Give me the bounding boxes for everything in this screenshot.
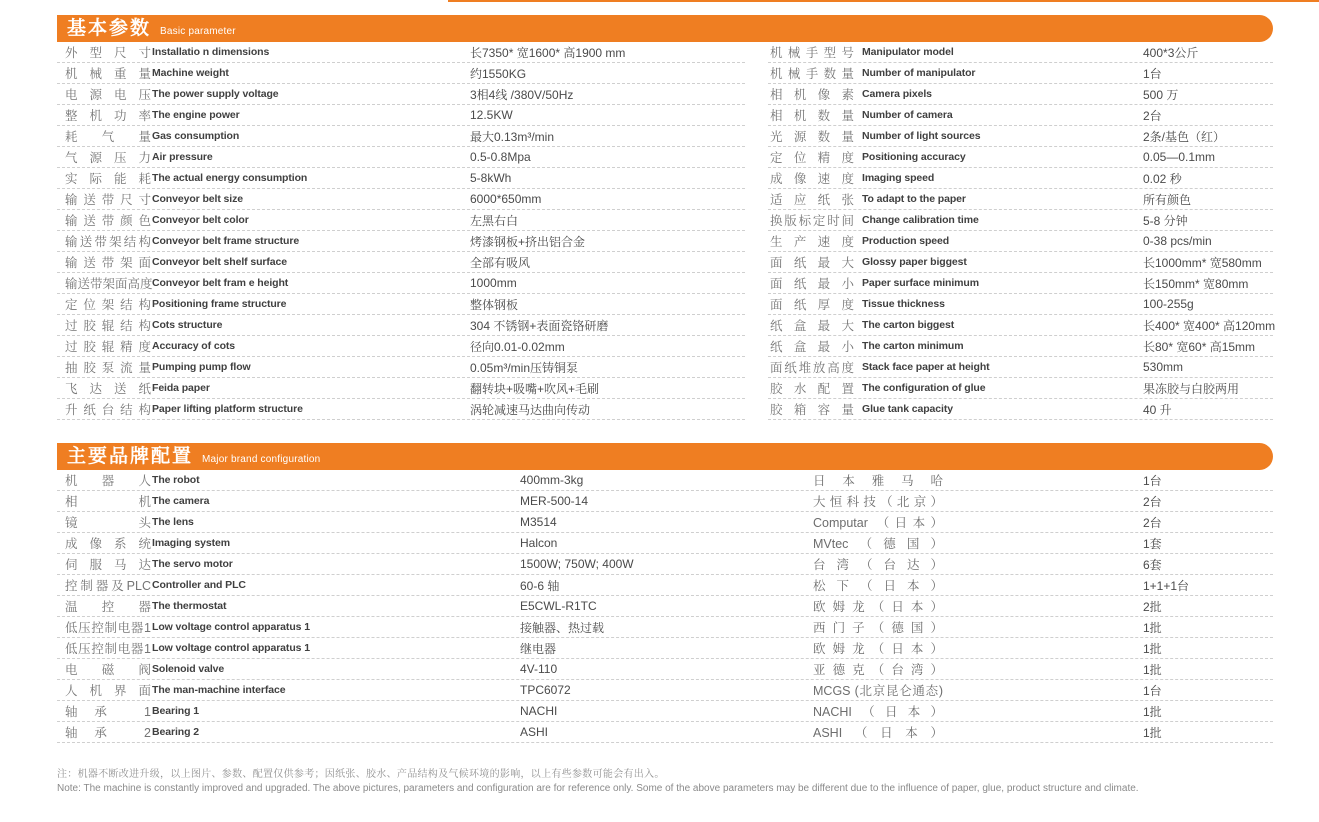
spec-label-cn: 面纸最小 bbox=[770, 277, 854, 291]
spec-label-en: Number of manipulator bbox=[862, 67, 976, 79]
spec-label-cn: 外型尺寸 bbox=[65, 46, 151, 60]
spec-label-cn: 抽胶泵流量 bbox=[65, 361, 151, 375]
spec-row bbox=[768, 315, 1276, 336]
brand-quantity: 1批 bbox=[1143, 641, 1162, 656]
spec-row bbox=[768, 84, 1273, 105]
spec-row bbox=[768, 147, 1273, 168]
section-title-cn: 主要品牌配置 bbox=[67, 446, 194, 467]
spec-row bbox=[57, 315, 745, 336]
brand-row bbox=[57, 512, 1273, 533]
brand-quantity: 2台 bbox=[1143, 515, 1162, 530]
spec-value: 径向0.01-0.02mm bbox=[470, 339, 565, 354]
spec-label-en: Glue tank capacity bbox=[862, 403, 953, 415]
spec-label-cn: 胶水配置 bbox=[770, 382, 854, 396]
spec-row bbox=[57, 252, 745, 273]
spec-value: 5-8 分钟 bbox=[1143, 213, 1188, 228]
spec-value: 0.05—0.1mm bbox=[1143, 150, 1216, 164]
spec-row bbox=[768, 273, 1273, 294]
brand-label-en: Bearing 1 bbox=[152, 705, 199, 717]
spec-value: 500 万 bbox=[1143, 87, 1179, 102]
spec-label-cn: 实际能耗 bbox=[65, 172, 151, 186]
brand-name: 台湾（台达） bbox=[813, 558, 943, 572]
brand-model-value: 继电器 bbox=[520, 641, 557, 656]
brand-label-cn: 轴承 2 bbox=[65, 726, 151, 740]
spec-label-en: Conveyor belt fram e height bbox=[152, 277, 289, 289]
brand-row bbox=[57, 617, 1273, 638]
brand-model-value: ASHI bbox=[520, 725, 549, 739]
section-brand-configuration bbox=[57, 443, 1273, 743]
footnote-cn: 注：机器不断改进升级，以上图片、参数、配置仅供参考；因纸张、胶水、产品结构及气候环境的影响，以上有些参数可能会有出入。 bbox=[57, 769, 665, 780]
spec-label-cn: 耗气量 bbox=[65, 130, 151, 144]
spec-row bbox=[768, 168, 1273, 189]
spec-label-cn: 输送带架面 bbox=[65, 256, 151, 270]
brand-label-en: The thermostat bbox=[152, 600, 227, 612]
spec-value: 1000mm bbox=[470, 276, 517, 290]
spec-row bbox=[57, 378, 745, 399]
brand-name: 欧姆龙（日本） bbox=[813, 600, 943, 614]
spec-value: 0.05m³/min压铸铜泵 bbox=[470, 360, 579, 375]
brand-model-value: 接触器、热过载 bbox=[520, 620, 605, 635]
brand-quantity: 1批 bbox=[1143, 725, 1162, 740]
brand-label-cn: 轴承 1 bbox=[65, 705, 151, 719]
spec-value: 最大0.13m³/min bbox=[470, 129, 555, 144]
footnote-en: Note: The machine is constantly improved and upgraded. The above pictures, parameters and configuration are for reference only. Some of the above parameters may be different due to the influence of paper, glue, product structure and climate. bbox=[57, 783, 1139, 794]
spec-label-en: Positioning frame structure bbox=[152, 298, 287, 310]
spec-value: 2台 bbox=[1143, 108, 1162, 123]
top-accent-line bbox=[448, 0, 1319, 2]
spec-label-cn: 适应纸张 bbox=[770, 193, 854, 207]
basic-parameter-right-column bbox=[768, 42, 1276, 420]
spec-value: 0-38 pcs/min bbox=[1143, 234, 1212, 248]
spec-label-en: Conveyor belt shelf surface bbox=[152, 256, 288, 268]
spec-value: 0.5-0.8Mpa bbox=[470, 150, 531, 164]
spec-label-cn: 电源电压 bbox=[65, 88, 151, 102]
spec-value: 6000*650mm bbox=[470, 192, 542, 206]
spec-value: 12.5KW bbox=[470, 108, 513, 122]
spec-label-en: Pumping pump flow bbox=[152, 361, 251, 373]
spec-label-en: The actual energy consumption bbox=[152, 172, 308, 184]
spec-row bbox=[57, 168, 745, 189]
spec-label-en: To adapt to the paper bbox=[862, 193, 966, 205]
spec-row bbox=[57, 189, 745, 210]
brand-name: 大恒科技（北京） bbox=[813, 495, 943, 509]
brand-name: 西门子（德国） bbox=[813, 621, 943, 635]
brand-label-cn: 成像系统 bbox=[65, 537, 151, 551]
spec-row bbox=[57, 273, 745, 294]
spec-value: 400*3公斤 bbox=[1143, 45, 1199, 60]
brand-name: ASHI（日本） bbox=[813, 726, 943, 740]
spec-row bbox=[57, 357, 745, 378]
spec-label-en: Positioning accuracy bbox=[862, 151, 966, 163]
brand-row bbox=[57, 470, 1273, 491]
spec-label-cn: 相机数量 bbox=[770, 109, 854, 123]
spec-label-en: Machine weight bbox=[152, 67, 229, 79]
brand-model-value: 1500W; 750W; 400W bbox=[520, 557, 634, 571]
brand-label-en: Bearing 2 bbox=[152, 726, 199, 738]
spec-value: 全部有吸风 bbox=[470, 255, 531, 270]
spec-label-en: Cots structure bbox=[152, 319, 223, 331]
spec-row bbox=[768, 105, 1273, 126]
spec-row bbox=[768, 189, 1273, 210]
brand-quantity: 2台 bbox=[1143, 494, 1162, 509]
brand-model-value: E5CWL-R1TC bbox=[520, 599, 597, 613]
spec-label-en: Camera pixels bbox=[862, 88, 932, 100]
brand-row bbox=[57, 701, 1273, 722]
spec-label-en: Paper surface minimum bbox=[862, 277, 979, 289]
spec-label-en: Manipulator model bbox=[862, 46, 954, 58]
spec-label-en: The configuration of glue bbox=[862, 382, 986, 394]
brand-label-cn: 相机 bbox=[65, 495, 151, 509]
spec-label-cn: 相机像素 bbox=[770, 88, 854, 102]
spec-label-en: Change calibration time bbox=[862, 214, 979, 226]
brand-name: 松下（日本） bbox=[813, 579, 943, 593]
spec-label-cn: 面纸厚度 bbox=[770, 298, 854, 312]
spec-value: 304 不锈钢+表面瓷铬研磨 bbox=[470, 318, 609, 333]
spec-row bbox=[768, 336, 1273, 357]
spec-label-en: Air pressure bbox=[152, 151, 213, 163]
brand-model-value: 4V-110 bbox=[520, 662, 558, 676]
spec-row bbox=[57, 126, 745, 147]
brand-label-en: The lens bbox=[152, 516, 194, 528]
spec-value: 涡轮减速马达曲向传动 bbox=[470, 402, 591, 417]
spec-row bbox=[768, 210, 1273, 231]
spec-label-cn: 成像速度 bbox=[770, 172, 854, 186]
spec-label-cn: 光源数量 bbox=[770, 130, 854, 144]
spec-label-cn: 输送带颜色 bbox=[65, 214, 151, 228]
spec-label-en: Imaging speed bbox=[862, 172, 935, 184]
spec-value: 长80* 宽60* 高15mm bbox=[1143, 339, 1256, 354]
brand-label-en: The man-machine interface bbox=[152, 684, 286, 696]
spec-value: 所有颜色 bbox=[1143, 192, 1192, 207]
brand-configuration-header bbox=[57, 443, 1273, 470]
spec-row bbox=[57, 210, 745, 231]
brand-row bbox=[57, 722, 1273, 743]
spec-value: 1台 bbox=[1143, 66, 1162, 81]
spec-value: 烤漆钢板+挤出铝合金 bbox=[470, 234, 586, 249]
brand-label-en: Low voltage control apparatus 1 bbox=[152, 642, 310, 654]
brand-quantity: 1套 bbox=[1143, 536, 1162, 551]
spec-label-en: Conveyor belt color bbox=[152, 214, 249, 226]
brand-label-cn: 镜头 bbox=[65, 516, 151, 530]
spec-label-en: Gas consumption bbox=[152, 130, 240, 142]
spec-label-cn: 胶箱容量 bbox=[770, 403, 854, 417]
brand-label-cn: 电磁阀 bbox=[65, 663, 151, 677]
brand-label-en: Imaging system bbox=[152, 537, 230, 549]
brand-model-value: M3514 bbox=[520, 515, 557, 529]
brand-label-en: Solenoid valve bbox=[152, 663, 225, 675]
brand-model-value: TPC6072 bbox=[520, 683, 571, 697]
spec-label-cn: 换版标定时间 bbox=[770, 214, 854, 228]
spec-row bbox=[57, 294, 745, 315]
spec-label-en: The carton minimum bbox=[862, 340, 964, 352]
spec-row bbox=[57, 336, 745, 357]
basic-parameter-table bbox=[57, 42, 1276, 420]
spec-row bbox=[768, 357, 1273, 378]
section-title-en: Major brand configuration bbox=[202, 454, 321, 465]
spec-label-en: Installatio n dimensions bbox=[152, 46, 270, 58]
brand-label-cn: 控制器及PLC bbox=[65, 579, 151, 593]
spec-value: 2条/基色（红） bbox=[1143, 129, 1226, 144]
brand-quantity: 2批 bbox=[1143, 599, 1162, 614]
spec-row bbox=[57, 399, 745, 420]
spec-label-cn: 整机功率 bbox=[65, 109, 151, 123]
brand-model-value: NACHI bbox=[520, 704, 558, 718]
spec-value: 长150mm* 宽80mm bbox=[1143, 276, 1249, 291]
spec-label-en: The power supply voltage bbox=[152, 88, 279, 100]
brand-quantity: 1批 bbox=[1143, 662, 1162, 677]
brand-label-en: The camera bbox=[152, 495, 210, 507]
spec-value: 5-8kWh bbox=[470, 171, 512, 185]
basic-parameter-left-column bbox=[57, 42, 745, 420]
spec-row bbox=[768, 126, 1273, 147]
spec-label-en: The carton biggest bbox=[862, 319, 955, 331]
spec-value: 长7350* 宽1600* 高1900 mm bbox=[470, 45, 626, 60]
spec-label-cn: 过胶辊精度 bbox=[65, 340, 151, 354]
brand-name: 日本雅马哈 bbox=[813, 474, 943, 488]
brand-quantity: 1批 bbox=[1143, 620, 1162, 635]
spec-label-cn: 输送带架面高度 bbox=[65, 277, 153, 291]
brand-name: MVtec（德国） bbox=[813, 537, 943, 551]
section-title-cn: 基本参数 bbox=[67, 18, 152, 39]
spec-label-cn: 面纸最大 bbox=[770, 256, 854, 270]
spec-label-en: Glossy paper biggest bbox=[862, 256, 967, 268]
spec-row bbox=[768, 42, 1273, 63]
brand-quantity: 1台 bbox=[1143, 473, 1162, 488]
brand-row bbox=[57, 638, 1273, 659]
spec-label-cn: 飞达送纸 bbox=[65, 382, 151, 396]
brand-label-en: The robot bbox=[152, 474, 200, 486]
spec-value: 翻转块+吸嘴+吹风+毛刷 bbox=[470, 381, 600, 396]
spec-value: 长1000mm* 宽580mm bbox=[1143, 255, 1262, 270]
spec-label-cn: 输送带尺寸 bbox=[65, 193, 151, 207]
section-title-en: Basic parameter bbox=[160, 26, 236, 37]
spec-row bbox=[768, 294, 1273, 315]
spec-row bbox=[768, 63, 1273, 84]
spec-label-cn: 定位精度 bbox=[770, 151, 854, 165]
brand-label-cn: 伺服马达 bbox=[65, 558, 151, 572]
brand-row bbox=[57, 575, 1273, 596]
brand-label-en: Controller and PLC bbox=[152, 579, 246, 591]
spec-label-cn: 纸盒最大 bbox=[770, 319, 854, 333]
spec-label-en: Conveyor belt frame structure bbox=[152, 235, 300, 247]
brand-row bbox=[57, 491, 1273, 512]
spec-label-en: Feida paper bbox=[152, 382, 210, 394]
spec-label-en: Production speed bbox=[862, 235, 950, 247]
spec-row bbox=[768, 252, 1273, 273]
spec-label-cn: 机械手型号 bbox=[770, 46, 854, 60]
brand-model-value: 60-6 轴 bbox=[520, 578, 560, 593]
spec-label-en: Conveyor belt size bbox=[152, 193, 243, 205]
brand-quantity: 1台 bbox=[1143, 683, 1162, 698]
brand-row bbox=[57, 596, 1273, 617]
spec-label-cn: 面纸堆放高度 bbox=[770, 361, 854, 375]
brand-configuration-table bbox=[57, 470, 1273, 743]
spec-label-en: Number of light sources bbox=[862, 130, 981, 142]
brand-name: 亚德克（台湾） bbox=[813, 663, 943, 677]
brand-row bbox=[57, 659, 1273, 680]
spec-row bbox=[768, 231, 1273, 252]
spec-row bbox=[57, 84, 745, 105]
brand-label-cn: 温控器 bbox=[65, 600, 151, 614]
spec-row bbox=[768, 378, 1273, 399]
spec-row bbox=[57, 231, 745, 252]
brand-quantity: 1+1+1台 bbox=[1143, 578, 1190, 593]
brand-row bbox=[57, 533, 1273, 554]
basic-parameter-header bbox=[57, 15, 1273, 42]
spec-label-cn: 生产速度 bbox=[770, 235, 854, 249]
spec-value: 40 升 bbox=[1143, 402, 1172, 417]
brand-row bbox=[57, 554, 1273, 575]
brand-label-en: Low voltage control apparatus 1 bbox=[152, 621, 310, 633]
section-basic-parameter bbox=[57, 15, 1276, 420]
spec-value: 长400* 宽400* 高120mm bbox=[1143, 318, 1276, 333]
spec-label-en: Accuracy of cots bbox=[152, 340, 236, 352]
spec-value: 左黑右白 bbox=[470, 213, 519, 228]
spec-row bbox=[768, 399, 1273, 420]
spec-label-en: The engine power bbox=[152, 109, 240, 121]
spec-value: 0.02 秒 bbox=[1143, 171, 1182, 186]
brand-name: MCGS (北京昆仑通态) bbox=[813, 684, 943, 698]
brand-model-value: 400mm-3kg bbox=[520, 473, 584, 487]
brand-label-cn: 机器人 bbox=[65, 474, 151, 488]
footnote bbox=[57, 768, 1273, 796]
brand-label-en: The servo motor bbox=[152, 558, 233, 570]
spec-value: 果冻胶与白胶两用 bbox=[1143, 381, 1240, 396]
brand-name: Computar （日本） bbox=[813, 516, 943, 530]
spec-label-en: Stack face paper at height bbox=[862, 361, 990, 373]
spec-value: 约1550KG bbox=[470, 66, 527, 81]
spec-label-cn: 定位架结构 bbox=[65, 298, 151, 312]
spec-label-cn: 气源压力 bbox=[65, 151, 151, 165]
brand-name: NACHI（日本） bbox=[813, 705, 943, 719]
brand-quantity: 6套 bbox=[1143, 557, 1162, 572]
spec-row bbox=[57, 42, 745, 63]
brand-quantity: 1批 bbox=[1143, 704, 1162, 719]
brand-label-cn: 低压控制电器1 bbox=[65, 621, 151, 635]
spec-value: 530mm bbox=[1143, 360, 1184, 374]
spec-label-cn: 输送带架结构 bbox=[65, 235, 151, 249]
spec-value: 3相4线 /380V/50Hz bbox=[470, 87, 574, 102]
spec-label-cn: 机械手数量 bbox=[770, 67, 854, 81]
brand-name: 欧姆龙（日本） bbox=[813, 642, 943, 656]
spec-label-cn: 纸盒最小 bbox=[770, 340, 854, 354]
spec-label-en: Number of camera bbox=[862, 109, 953, 121]
spec-row bbox=[57, 63, 745, 84]
spec-value: 整体钢板 bbox=[470, 297, 519, 312]
page-content bbox=[57, 15, 1276, 796]
brand-label-cn: 人机界面 bbox=[65, 684, 151, 698]
spec-label-cn: 升纸台结构 bbox=[65, 403, 151, 417]
brand-model-value: MER-500-14 bbox=[520, 494, 589, 508]
brand-row bbox=[57, 680, 1273, 701]
spec-label-cn: 机械重量 bbox=[65, 67, 151, 81]
spec-value: 100-255g bbox=[1143, 297, 1194, 311]
spec-label-en: Paper lifting platform structure bbox=[152, 403, 303, 415]
spec-row bbox=[57, 105, 745, 126]
brand-label-cn: 低压控制电器1 bbox=[65, 642, 151, 656]
brand-model-value: Halcon bbox=[520, 536, 558, 550]
spec-label-cn: 过胶辊结构 bbox=[65, 319, 151, 333]
spec-label-en: Tissue thickness bbox=[862, 298, 945, 310]
spec-row bbox=[57, 147, 745, 168]
